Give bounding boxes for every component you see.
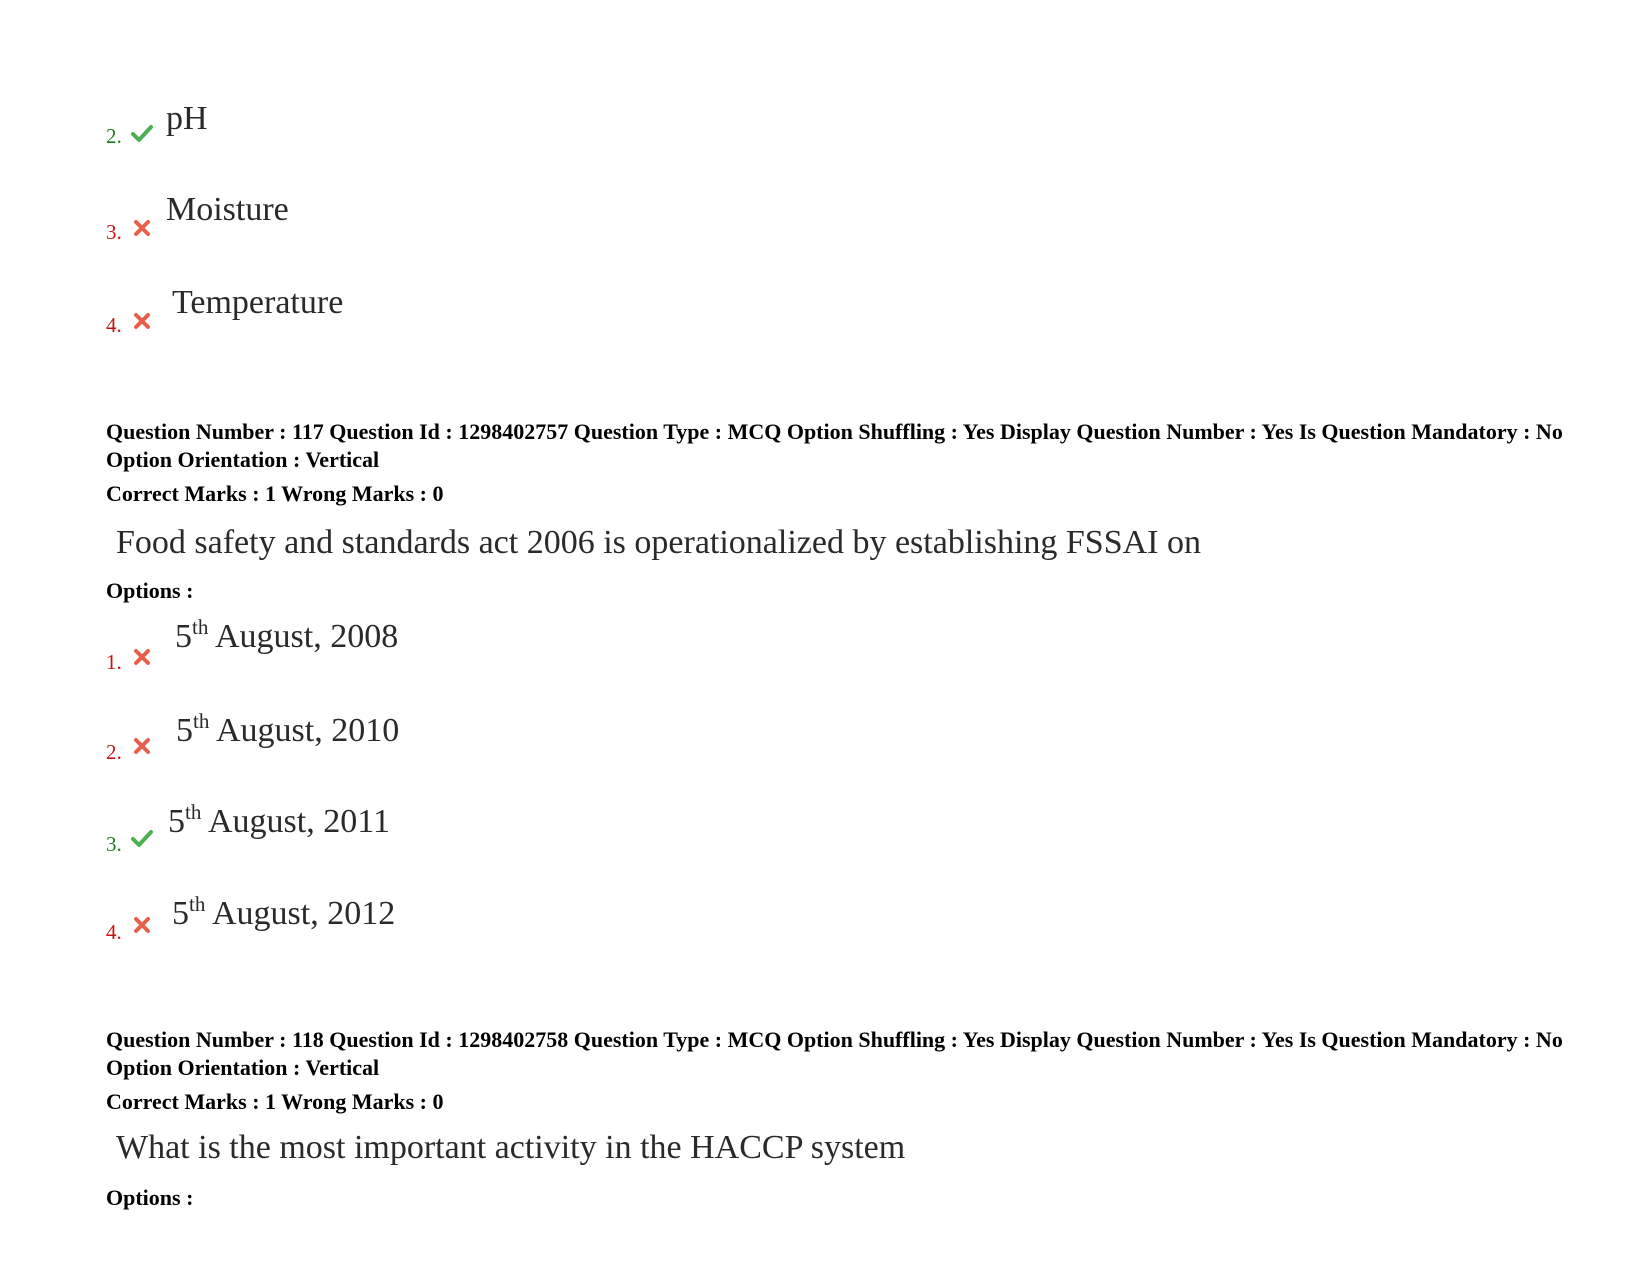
check-icon [131, 827, 153, 849]
cross-icon [131, 646, 153, 668]
options-label: Options : [106, 578, 194, 603]
cross-icon [131, 735, 153, 757]
option-number: 4. [106, 313, 122, 337]
cross-icon [131, 310, 153, 332]
option-number: 3. [106, 832, 122, 856]
question-text: Food safety and standards act 2006 is operationalized by establishing FSSAI on [116, 524, 1201, 561]
option-text: 5th August, 2008 [175, 615, 399, 655]
question-marks: Correct Marks : 1 Wrong Marks : 0 [106, 1089, 444, 1114]
check-icon [131, 122, 153, 144]
option-text: pH [166, 100, 208, 137]
question-marks: Correct Marks : 1 Wrong Marks : 0 [106, 481, 444, 506]
option-number: 2. [106, 740, 122, 764]
options-label: Options : [106, 1185, 194, 1210]
option-number: 3. [106, 220, 122, 244]
option-number: 4. [106, 920, 122, 944]
question-meta: Question Number : 118 Question Id : 1298402758 Question Type : MCQ Option Shuffling : Yes Display Question Number : Yes Is Question Mandatory : No Option Orientation : Vertical [106, 1027, 1563, 1080]
cross-icon [131, 217, 153, 239]
option-text: 5th August, 2012 [172, 892, 396, 932]
question-meta: Question Number : 117 Question Id : 1298402757 Question Type : MCQ Option Shuffling : Yes Display Question Number : Yes Is Question Mandatory : No Option Orientation : Vertical [106, 419, 1563, 472]
option-number: 1. [106, 650, 122, 674]
option-text: Temperature [172, 284, 344, 321]
cross-icon [131, 914, 153, 936]
option-text: 5th August, 2011 [168, 800, 390, 840]
option-number: 2. [106, 124, 122, 148]
option-text: 5th August, 2010 [176, 709, 400, 749]
option-text: Moisture [166, 191, 289, 228]
question-text: What is the most important activity in the HACCP system [116, 1129, 906, 1166]
